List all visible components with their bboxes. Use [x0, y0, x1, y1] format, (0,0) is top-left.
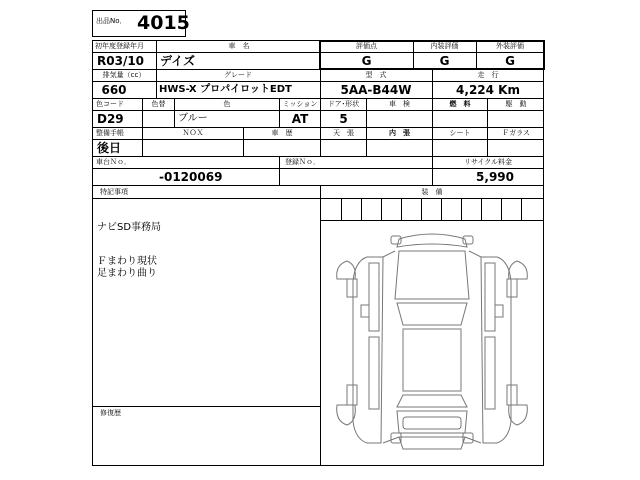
grade-label: グレード [224, 71, 252, 79]
col-divider [487, 98, 488, 127]
row-divider [92, 139, 544, 140]
equip-cell-divider [521, 198, 522, 220]
row-divider [92, 156, 544, 157]
col-divider [487, 127, 488, 156]
seat-label: シート [449, 129, 471, 137]
grade-value: HWS-X プロパイロットEDT [159, 84, 292, 95]
equip-cell-divider [361, 198, 362, 220]
row-divider [92, 127, 544, 128]
drive-label: 駆 動 [505, 100, 527, 108]
history-label: 車 歴 [271, 129, 293, 137]
equip-cell-divider [461, 198, 462, 220]
mileage-label: 走 行 [477, 71, 499, 79]
interior-label: 内装評価 [430, 42, 459, 50]
col-divider [174, 98, 175, 127]
interior-value: G [439, 54, 450, 68]
col-divider [279, 156, 280, 185]
fuel-label: 燃 料 [449, 100, 471, 108]
chassis-value: -0120069 [159, 170, 223, 184]
row-divider [92, 81, 544, 82]
score-label: 評価点 [356, 42, 377, 50]
lot-number-value: 4015 [137, 12, 190, 34]
col-divider [366, 98, 367, 127]
doors-label: ドア･形状 [327, 100, 360, 108]
car-damage-diagram [321, 221, 543, 465]
col-divider [156, 69, 157, 98]
row-divider [92, 98, 544, 99]
col-divider [432, 156, 433, 185]
row-divider [92, 198, 544, 199]
reg-date-value: R03/10 [97, 54, 145, 68]
mission-label: ミッション [282, 100, 318, 108]
color-code-label: 色コード [96, 100, 124, 108]
col-divider [243, 127, 244, 156]
equip-cell-divider [341, 198, 342, 220]
color-change-label: 色替 [151, 100, 166, 108]
equip-cell-divider [481, 198, 482, 220]
model-label: 型 式 [365, 71, 387, 79]
recycle-value: 5,990 [476, 170, 514, 184]
exterior-value: G [505, 54, 515, 68]
col-divider [320, 69, 321, 98]
recycle-label: リサイクル料金 [463, 158, 513, 166]
repair-label: 修復歴 [100, 409, 121, 417]
col-divider [432, 98, 433, 127]
note-line: 足まわり曲り [97, 268, 157, 279]
notes-label: 特記事項 [100, 188, 128, 196]
equip-cell-divider [401, 198, 402, 220]
color-value: ブルー [178, 113, 208, 124]
color-label: 色 [223, 100, 231, 108]
mission-value: AT [291, 112, 309, 126]
note-line: Ｆまわり現状 [97, 256, 157, 267]
col-divider [366, 127, 367, 156]
col-divider [432, 69, 433, 98]
displacement-value: 660 [101, 83, 127, 97]
lot-number-label: 出品No． [96, 17, 127, 25]
col-divider [156, 40, 157, 69]
note-line: ナビSD事務局 [97, 222, 162, 233]
col-divider [432, 127, 433, 156]
equip-cell-divider [441, 198, 442, 220]
equip-cell-divider [501, 198, 502, 220]
manual-value: 後日 [97, 141, 122, 155]
row-divider [92, 185, 544, 186]
inspection-label: 車 検 [389, 100, 410, 108]
nox-label: ＮＯＸ [182, 129, 204, 137]
front-glass-label: Ｆガラス [502, 129, 530, 137]
row-divider [92, 406, 320, 407]
equip-cell-divider [381, 198, 382, 220]
exterior-label: 外装評価 [496, 42, 524, 50]
car-name-value: デイズ [160, 54, 196, 68]
mileage-value: 4,224 Km [456, 83, 520, 97]
roof-label: 天 張 [333, 129, 354, 137]
row-divider [92, 110, 544, 111]
manual-label: 整備手帳 [96, 129, 124, 137]
color-code-value: D29 [97, 112, 124, 126]
registration-label: 登録Ｎｏ． [285, 158, 320, 166]
equipment-label: 装 備 [421, 188, 443, 196]
row-divider [92, 168, 544, 169]
reg-date-label: 初年度登録年月 [95, 42, 144, 50]
doors-value: 5 [339, 112, 348, 126]
chassis-label: 車台Ｎｏ． [96, 158, 131, 166]
interior-trim-label: 内 張 [389, 129, 410, 137]
displacement-label: 排気量（cc） [102, 71, 146, 79]
equip-cell-divider [421, 198, 422, 220]
car-name-label: 車 名 [228, 42, 250, 50]
score-value: G [361, 54, 372, 68]
model-value: 5AA-B44W [340, 83, 412, 97]
